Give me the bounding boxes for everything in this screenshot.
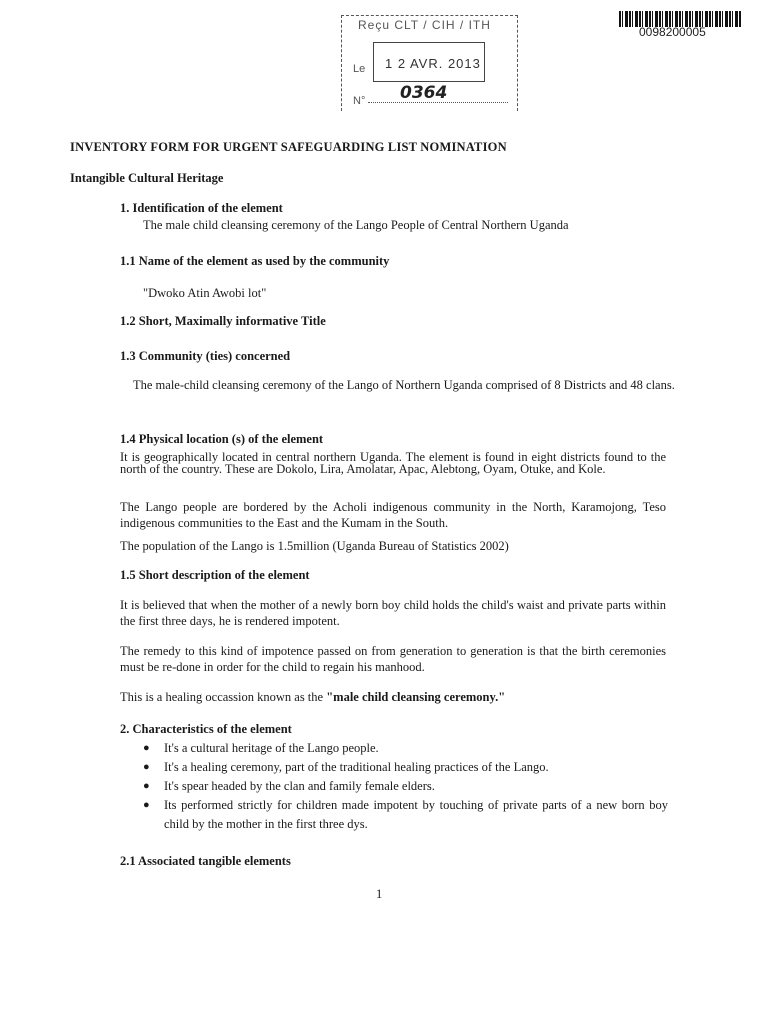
bullet-icon: ●	[143, 780, 150, 792]
section-1-5-paragraph-2: The remedy to this kind of impotence passed on from generation to generation is that the birth ceremonies must be re-done in order for the child to regain his manhood.	[120, 644, 666, 674]
stamp-le-label: Le	[353, 63, 366, 75]
section-1-4-paragraph-1: It is geographically located in central northern Uganda. The element is found in eight districts found to the north of the country. These are Dokolo, Lira, Amolatar, Apac, Alebtong, Oyam, Otuke, and Kole.	[120, 450, 666, 476]
stamp-no-label: N°	[353, 95, 366, 107]
stamp-date: 1 2 AVR. 2013	[385, 56, 481, 71]
bullet-icon: ●	[143, 742, 150, 754]
section-2-heading: 2. Characteristics of the element	[120, 722, 292, 736]
section-1-1-heading: 1.1 Name of the element as used by the community	[120, 254, 390, 268]
section-1-5-paragraph-3-text: This is a healing occassion known as the	[120, 690, 327, 704]
section-1-text: The male child cleansing ceremony of the Lango People of Central Northern Uganda	[143, 218, 569, 232]
list-item: ● It's a cultural heritage of the Lango people.	[140, 739, 668, 758]
page-number: 1	[376, 887, 383, 901]
section-1-1-text: "Dwoko Atin Awobi lot"	[143, 286, 267, 300]
document-subtitle: Intangible Cultural Heritage	[70, 171, 224, 185]
list-item: ● It's spear headed by the clan and family female elders.	[140, 777, 668, 796]
section-1-5-paragraph-3	[120, 689, 505, 705]
stamp-header: Reçu CLT / CIH / ITH	[358, 18, 491, 32]
list-item: ● It's a healing ceremony, part of the traditional healing practices of the Lango.	[140, 758, 668, 777]
section-1-3-text: The male-child cleansing ceremony of the Lango of Northern Uganda comprised of 8 Districts and 48 clans.	[133, 378, 675, 392]
document-title: INVENTORY FORM FOR URGENT SAFEGUARDING LIST NOMINATION	[70, 140, 507, 154]
section-1-5-paragraph-1: It is believed that when the mother of a newly born boy child holds the child's waist and private parts within the first three days, he is rendered impotent.	[120, 598, 666, 628]
section-1-5-paragraph-3-bold: "male child cleansing ceremony."	[326, 690, 506, 704]
section-1-4-heading: 1.4 Physical location (s) of the element	[120, 432, 324, 446]
section-2-bullet-list	[140, 739, 668, 834]
bullet-icon: ●	[143, 799, 150, 811]
section-1-4-paragraph-3: The population of the Lango is 1.5million (Uganda Bureau of Statistics 2002)	[120, 539, 509, 553]
barcode-number: 0098200005	[639, 25, 706, 39]
list-item: ● Its performed strictly for children made impotent by touching of private parts of a new born boy child by the mother in the first three dys.	[143, 798, 668, 831]
bullet-icon: ●	[143, 761, 150, 773]
section-1-5-heading: 1.5 Short description of the element	[120, 568, 310, 582]
section-1-heading: 1. Identification of the element	[120, 201, 283, 215]
section-1-4-paragraph-2: The Lango people are bordered by the Acholi indigenous community in the North, Karamojong, Teso indigenous communities to the East and the Kumam in the South.	[120, 500, 666, 530]
section-2-1-heading: 2.1 Associated tangible elements	[120, 854, 291, 868]
section-1-3-heading: 1.3 Community (ties) concerned	[120, 349, 291, 363]
section-1-2-heading: 1.2 Short, Maximally informative Title	[120, 314, 326, 328]
stamp-handwritten-number: 0364	[400, 83, 448, 103]
